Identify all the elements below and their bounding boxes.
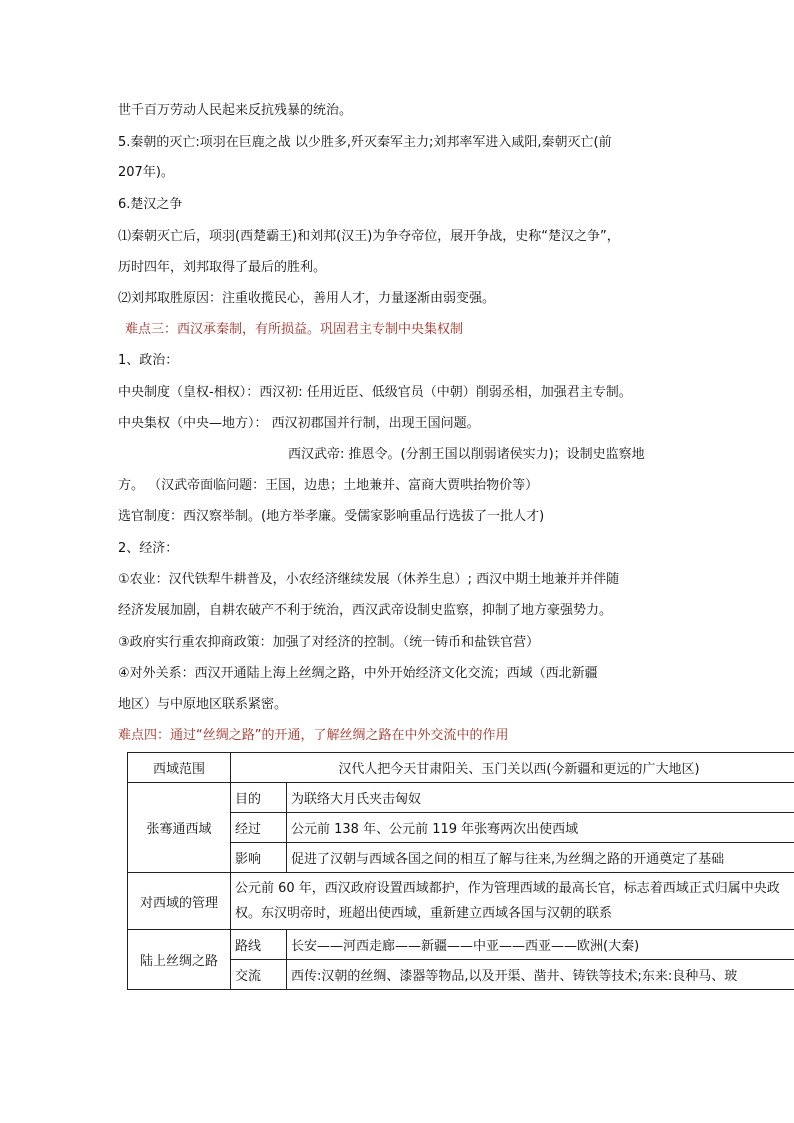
table-cell: 张骞通西域 <box>128 783 231 873</box>
text-line: 中央集权（中央—地方）： 西汉初郡国并行制，出现王国问题。 <box>118 416 480 431</box>
text-line: 经济发展加剧，自耕农破产不利于统治，西汉武帝设制史监察，抑制了地方豪强势力。 <box>118 603 613 618</box>
text-line: ⑴秦朝灭亡后，项羽(西楚霸王)和刘邦(汉王)为争夺帝位，展开争战，史称“楚汉之争”， <box>118 229 620 244</box>
text-line: 历时四年，刘邦取得了最后的胜利。 <box>118 260 327 275</box>
table-row <box>128 783 794 813</box>
text-line: 选官制度：西汉察举制。(地方举孝廉。受儒家影响重品行选拔了一批人才) <box>118 509 545 524</box>
table-cell: 长安——河西走廊——新疆——中亚——西亚——欧洲(大秦) <box>287 930 794 960</box>
table-cell: 陆上丝绸之路 <box>128 930 231 990</box>
table-cell: 促进了汉朝与西域各国之间的相互了解与往来,为丝绸之路的开通奠定了基础 <box>287 843 794 873</box>
table-cell: 交流 <box>231 960 287 990</box>
table-cell: 西域范围 <box>128 753 231 783</box>
text-line: 世千百万劳动人民起来反抗残暴的统治。 <box>118 103 353 118</box>
table-cell: 目的 <box>231 783 287 813</box>
section-heading: 6.楚汉之争 <box>118 197 183 212</box>
text-line: 中央制度（皇权-相权）：西汉初: 任用近臣、低级官员（中朝）削弱丞相，加强君主专制。 <box>118 385 632 400</box>
table-cell: 对西域的管理 <box>128 873 231 930</box>
text-line: 207年)。 <box>118 165 174 180</box>
text-line: 地区）与中原地区联系紧密。 <box>118 697 288 712</box>
text-line: 5.秦朝的灭亡:项羽在巨鹿之战 以少胜多,歼灭秦军主力;刘邦率军进入咸阳,秦朝灭亡(前 <box>118 135 612 150</box>
table-cell: 西传:汉朝的丝绸、漆器等物品,以及开渠、凿井、铸铁等技术;东来:良种马、玻 <box>287 960 794 990</box>
text-line: 西汉武帝: 推恩令。(分割王国以削弱诸侯实力)；设制史监察地 <box>288 447 645 462</box>
text-line: ④对外关系：西汉开通陆上海上丝绸之路，中外开始经济文化交流；西域（西北新疆 <box>118 666 598 681</box>
table-cell: 影响 <box>231 843 287 873</box>
western-regions-table <box>127 752 794 990</box>
difficulty-heading: 难点三：西汉承秦制，有所损益。巩固君主专制中央集权制 <box>125 322 464 337</box>
section-heading: 2、经济： <box>118 541 179 556</box>
text-line: ⑵刘邦取胜原因：注重收揽民心，善用人才，力量逐渐由弱变强。 <box>118 291 496 306</box>
difficulty-heading: 难点四：通过“丝绸之路”的开通，了解丝绸之路在中外交流中的作用 <box>118 728 509 743</box>
table-cell: 为联络大月氏夹击匈奴 <box>287 783 794 813</box>
text-line: ③政府实行重农抑商政策：加强了对经济的控制。（统一铸币和盐铁官营） <box>118 635 540 650</box>
table-cell: 公元前 60 年，西汉政府设置西域都护，作为管理西域的最高长官，标志着西域正式归属中央政权。东汉明帝时，班超出使西域，重新建立西域各国与汉朝的联系 <box>231 873 794 930</box>
table-row <box>128 873 794 930</box>
table-cell: 经过 <box>231 813 287 843</box>
table-row <box>128 753 794 783</box>
table-cell: 路线 <box>231 930 287 960</box>
section-heading: 1、政治： <box>118 353 179 368</box>
table-cell: 公元前 138 年、公元前 119 年张骞两次出使西域 <box>287 813 794 843</box>
table-cell: 汉代人把今天甘肃阳关、玉门关以西(今新疆和更远的广大地区) <box>231 753 794 783</box>
text-line: 方。 （汉武帝面临问题：王国，边患；土地兼并、富商大贾哄抬物价等） <box>118 478 539 493</box>
text-line: ①农业：汉代铁犁牛耕普及，小农经济继续发展（休养生息）; 西汉中期土地兼并并伴随 <box>118 572 620 587</box>
table-row <box>128 930 794 960</box>
